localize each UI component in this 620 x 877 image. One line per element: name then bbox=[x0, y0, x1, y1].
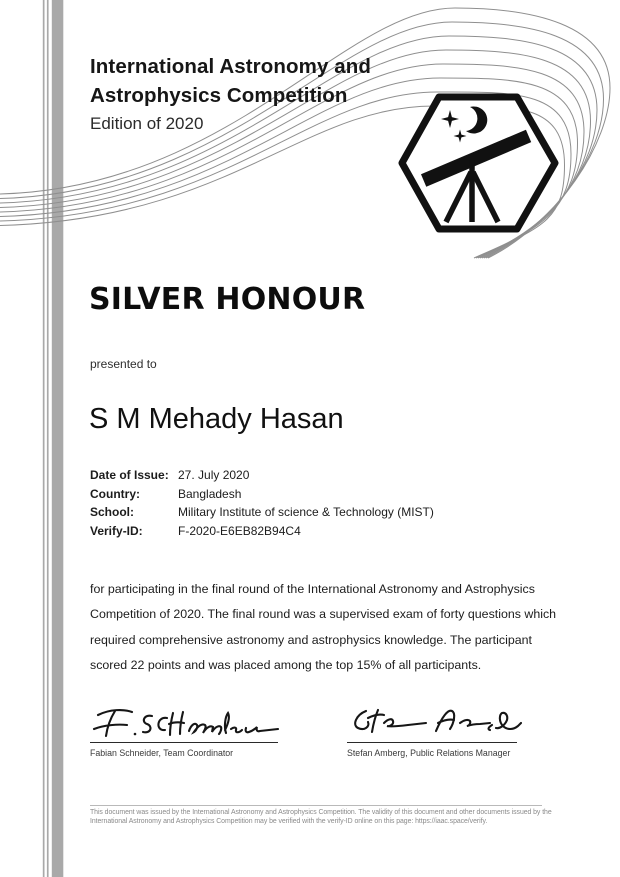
left-edge-bars bbox=[43, 0, 64, 877]
footer-rule bbox=[90, 805, 542, 806]
award-description bbox=[90, 577, 556, 679]
certificate-details bbox=[90, 466, 434, 540]
signature-line bbox=[90, 742, 278, 743]
signature-caption-schneider: Fabian Schneider, Team Coordinator bbox=[90, 748, 234, 758]
detail-value: 27. July 2020 bbox=[178, 468, 250, 482]
detail-value: Bangladesh bbox=[178, 486, 242, 501]
competition-title-line2: Astrophysics Competition bbox=[90, 84, 348, 107]
signature-caption-amberg: Stefan Amberg, Public Relations Manager bbox=[347, 748, 511, 758]
award-description-line: required comprehensive astronomy and astrophysics knowledge. The participant bbox=[90, 632, 532, 647]
recipient-name: S M Mehady Hasan bbox=[89, 403, 344, 435]
signature-amberg-script bbox=[346, 701, 522, 741]
competition-title-line1: International Astronomy and bbox=[90, 55, 371, 78]
detail-label: Verify-ID: bbox=[90, 523, 143, 538]
award-description-line: Competition of 2020. The final round was a supervised exam of forty questions which bbox=[90, 607, 557, 622]
detail-label: School: bbox=[90, 505, 134, 520]
footer-disclaimer-line: International Astronomy and Astrophysics Competition may be verified with the verify-ID online on this page: https://iaac.space/verify. bbox=[90, 817, 488, 825]
signature-schneider-script bbox=[90, 703, 285, 741]
detail-label: Date of Issue: bbox=[90, 468, 169, 482]
award-title: SILVER HONOUR bbox=[89, 282, 366, 317]
iaac-logo bbox=[402, 97, 555, 229]
edition-label: Edition of 2020 bbox=[90, 114, 204, 133]
competition-title bbox=[90, 52, 371, 110]
detail-value: F-2020-E6EB82B94C4 bbox=[178, 523, 301, 538]
signature-line bbox=[347, 742, 517, 743]
award-description-line: scored 22 points and was placed among the top 15% of all participants. bbox=[90, 658, 482, 673]
detail-label: Country: bbox=[90, 486, 140, 501]
footer-disclaimer-line: This document was issued by the International Astronomy and Astrophysics Competition. The validity of this document and other documents issued by the bbox=[90, 809, 552, 816]
presented-to-label: presented to bbox=[90, 357, 157, 371]
award-description-line: for participating in the final round of the International Astronomy and Astrophysics bbox=[90, 582, 535, 596]
footer-disclaimer bbox=[90, 809, 552, 826]
detail-value: Military Institute of science & Technology (MIST) bbox=[178, 505, 434, 520]
